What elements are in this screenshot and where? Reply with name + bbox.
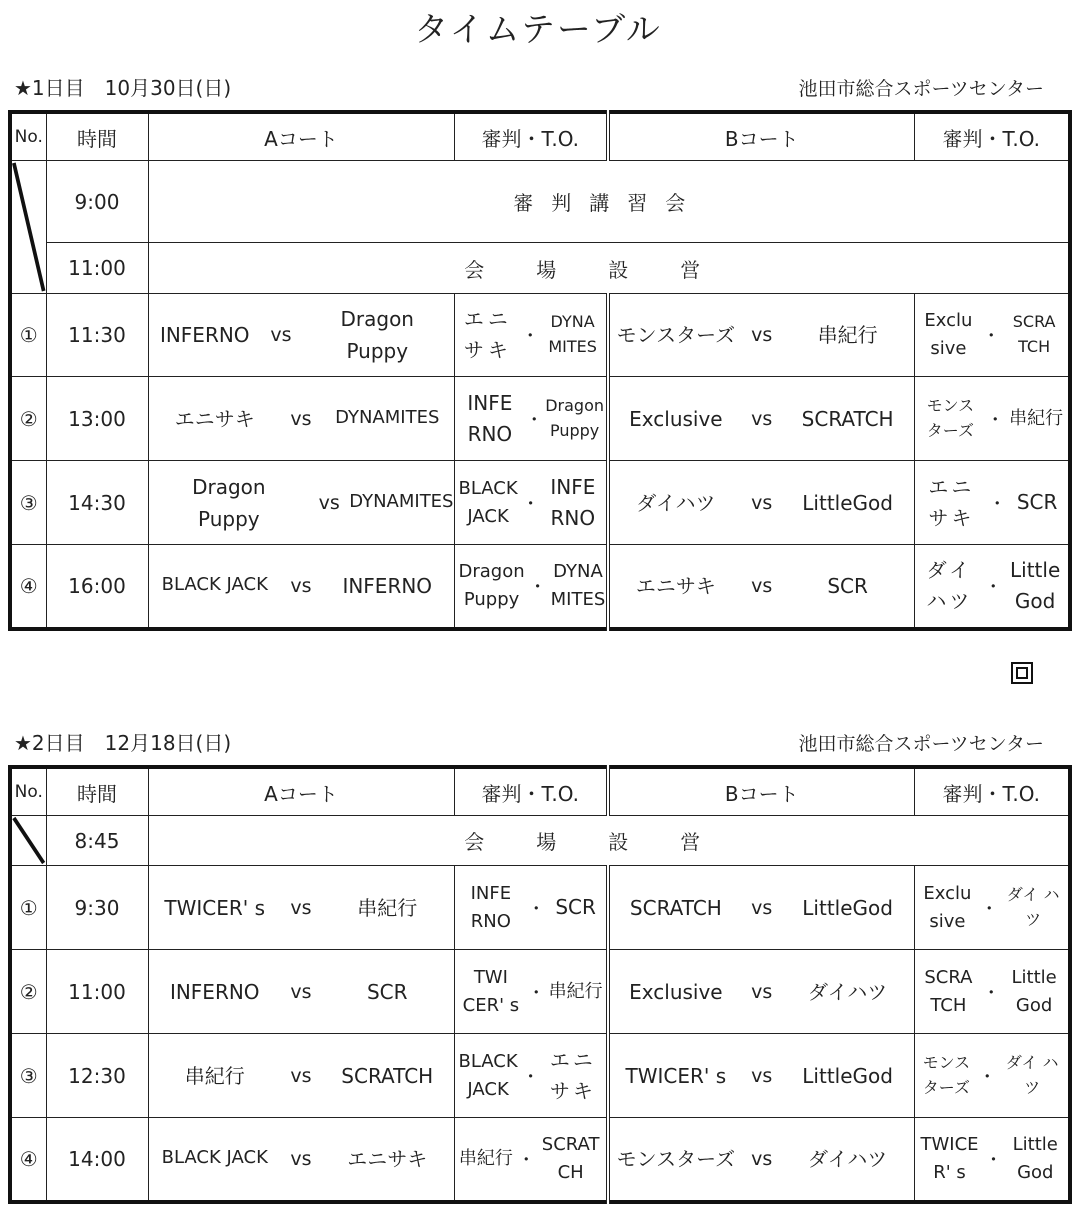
dot: ・: [517, 1149, 536, 1171]
team-a2: SCRATCH: [341, 1063, 434, 1088]
match-time: 12:30: [46, 1034, 148, 1118]
match-no: ②: [10, 950, 46, 1034]
team-b1: TWICER' s: [625, 1063, 727, 1088]
team-b1: SCRATCH: [629, 895, 722, 920]
event-time: 8:45: [46, 816, 148, 866]
team-a1: BLACK JACK: [161, 574, 268, 596]
ref-b2: Little God: [1011, 966, 1057, 1016]
team-a1: TWICER' s: [164, 895, 266, 920]
header-ref-a: 審判・T.O.: [454, 767, 608, 816]
day1-venue: 池田市総合スポーツセンター: [798, 78, 1044, 100]
page-title: タイムテーブル: [414, 10, 662, 50]
day1-timetable: [8, 110, 1072, 631]
match-no: ②: [10, 377, 46, 461]
dot: ・: [521, 326, 540, 347]
ref-b1: TWICE R' s: [920, 1133, 979, 1183]
match-no: ③: [10, 461, 46, 545]
ref-a2: SCR: [555, 895, 596, 919]
match-no: ①: [10, 866, 46, 950]
vs-label: vs: [270, 324, 292, 346]
header-row: [10, 767, 1070, 816]
vs-label: vs: [751, 324, 773, 346]
header-b-court: Bコート: [608, 112, 914, 161]
header-a-court: Aコート: [148, 112, 454, 161]
ref-a1: Dragon Puppy: [458, 560, 525, 610]
event-text: 審判講習会: [148, 161, 1070, 243]
vs-label: vs: [290, 1064, 312, 1087]
team-a1: INFERNO: [169, 979, 260, 1004]
dot: ・: [521, 1066, 540, 1088]
ref-a2: INFE RNO: [550, 474, 596, 530]
ref-a2: DYNA MITES: [550, 560, 606, 610]
match-time: 14:30: [46, 461, 148, 545]
diagonal-cell: [10, 161, 46, 294]
vs-label: vs: [751, 491, 773, 514]
ref-b2: Little God: [1010, 557, 1061, 613]
ref-b1: SCRA TCH: [924, 966, 973, 1016]
team-b2: LittleGod: [802, 490, 893, 515]
dot: ・: [527, 982, 546, 1004]
dot: ・: [527, 898, 546, 920]
header-no: No.: [10, 767, 46, 816]
header-time: 時間: [46, 767, 148, 816]
square-box-icon: [1011, 662, 1033, 684]
day1-label: ★1日目 10月30日(日): [14, 76, 232, 100]
vs-label: vs: [751, 980, 773, 1003]
match-row: [10, 377, 1070, 461]
team-b1: ダイハツ: [636, 490, 716, 515]
match-time: 13:00: [46, 377, 148, 461]
header-row: [10, 112, 1070, 161]
ref-a1: TWI CER' s: [462, 966, 520, 1016]
header-ref-a: 審判・T.O.: [454, 112, 608, 161]
team-a2: エニサキ: [347, 1146, 428, 1171]
header-no: No.: [10, 112, 46, 161]
event-text: 会場設営: [148, 816, 1070, 866]
team-b2: ダイハツ: [808, 1146, 888, 1171]
match-row: [10, 950, 1070, 1034]
dot: ・: [980, 898, 999, 920]
team-b1: Exclusive: [629, 979, 723, 1004]
ref-a1: INFE RNO: [467, 390, 513, 446]
vs-label: vs: [751, 574, 773, 597]
dot: ・: [982, 982, 1001, 1004]
ref-b1: モンス ターズ: [922, 1052, 971, 1097]
ref-a1: エニ サキ: [463, 307, 512, 362]
vs-label: vs: [751, 896, 773, 919]
event-row: [10, 816, 1070, 866]
event-row: [10, 161, 1070, 243]
team-b1: モンスターズ: [616, 323, 736, 347]
dot: ・: [988, 493, 1007, 515]
ref-a1: BLACK JACK: [458, 477, 518, 527]
ref-a1: BLACK JACK: [458, 1050, 518, 1100]
event-text: 会場設営: [148, 243, 1070, 294]
match-time: 9:30: [46, 866, 148, 950]
vs-label: vs: [290, 407, 312, 430]
team-b2: LittleGod: [802, 895, 893, 920]
vs-label: vs: [290, 574, 312, 597]
diagonal-cell: [10, 816, 46, 866]
day2-label: ★2日目 12月18日(日): [14, 731, 232, 755]
event-row: [10, 243, 1070, 294]
vs-label: vs: [751, 1064, 773, 1087]
ref-b1: Exclu sive: [924, 310, 973, 359]
team-b1: モンスターズ: [616, 1146, 736, 1171]
dot: ・: [528, 576, 547, 598]
ref-a2: Dragon Puppy: [545, 395, 605, 440]
team-a1: 串紀行: [184, 1063, 245, 1088]
match-no: ①: [10, 294, 46, 377]
header-a-court: Aコート: [148, 767, 454, 816]
team-b2: 串紀行: [817, 323, 878, 347]
day2-timetable: [8, 765, 1072, 1204]
match-no: ④: [10, 1118, 46, 1202]
team-a2: INFERNO: [342, 573, 433, 598]
ref-b2: ダイ ハツ: [1006, 884, 1060, 929]
team-a1: エニサキ: [174, 406, 255, 431]
team-a1: Dragon Puppy: [192, 474, 266, 531]
match-no: ④: [10, 545, 46, 629]
ref-b1: ダイ ハツ: [926, 557, 973, 613]
dot: ・: [986, 409, 1005, 431]
match-row: [10, 1034, 1070, 1118]
header-ref-b: 審判・T.O.: [914, 112, 1070, 161]
match-row: [10, 461, 1070, 545]
vs-label: vs: [290, 980, 312, 1003]
match-time: 14:00: [46, 1118, 148, 1202]
ref-b2: ダイ ハツ: [1005, 1052, 1059, 1097]
team-a2: DYNAMITES: [349, 491, 454, 513]
team-b2: LittleGod: [802, 1063, 893, 1088]
day2-venue: 池田市総合スポーツセンター: [798, 733, 1044, 755]
ref-a2: エニ サキ: [549, 1047, 596, 1103]
ref-b2: SCRA TCH: [1012, 312, 1056, 356]
ref-b1: モンス ターズ: [926, 395, 975, 440]
team-a1: INFERNO: [159, 323, 250, 347]
match-time: 11:00: [46, 950, 148, 1034]
match-row: [10, 294, 1070, 377]
header-b-court: Bコート: [608, 767, 914, 816]
team-b1: エニサキ: [635, 573, 716, 598]
match-row: [10, 866, 1070, 950]
ref-b1: Exclu sive: [923, 882, 972, 932]
vs-label: vs: [290, 1147, 312, 1170]
team-b1: Exclusive: [629, 406, 723, 431]
dot: ・: [525, 409, 544, 431]
ref-b2: Little God: [1012, 1133, 1058, 1183]
ref-a2: 串紀行: [548, 980, 603, 1002]
team-a2: 串紀行: [357, 895, 418, 920]
ref-a1: INFE RNO: [470, 882, 512, 932]
team-a2: Dragon Puppy: [340, 307, 414, 363]
team-b2: SCRATCH: [801, 406, 894, 431]
ref-b2: SCR: [1016, 490, 1058, 514]
header-time: 時間: [46, 112, 148, 161]
dot: ・: [521, 493, 540, 515]
dot: ・: [984, 1149, 1003, 1171]
team-b2: ダイハツ: [808, 979, 888, 1004]
match-time: 11:30: [46, 294, 148, 377]
ref-a2: DYNA MITES: [548, 312, 597, 356]
dot: ・: [982, 326, 1001, 347]
dot: ・: [978, 1066, 997, 1088]
ref-b1: エニ サキ: [928, 474, 975, 530]
header-ref-b: 審判・T.O.: [914, 767, 1070, 816]
match-time: 16:00: [46, 545, 148, 629]
ref-a1: 串紀行: [458, 1147, 513, 1169]
event-time: 9:00: [46, 161, 148, 243]
team-a1: BLACK JACK: [161, 1147, 268, 1169]
vs-label: vs: [290, 896, 312, 919]
match-row: [10, 1118, 1070, 1202]
team-b2: SCR: [827, 573, 868, 598]
team-a2: DYNAMITES: [335, 407, 440, 429]
ref-a2: SCRAT CH: [541, 1133, 600, 1183]
match-row: [10, 545, 1070, 629]
team-a2: SCR: [366, 979, 408, 1004]
vs-label: vs: [318, 491, 340, 514]
vs-label: vs: [751, 407, 773, 430]
event-time: 11:00: [46, 243, 148, 294]
dot: ・: [984, 576, 1003, 598]
vs-label: vs: [751, 1147, 773, 1170]
match-no: ③: [10, 1034, 46, 1118]
ref-b2: 串紀行: [1009, 407, 1064, 429]
